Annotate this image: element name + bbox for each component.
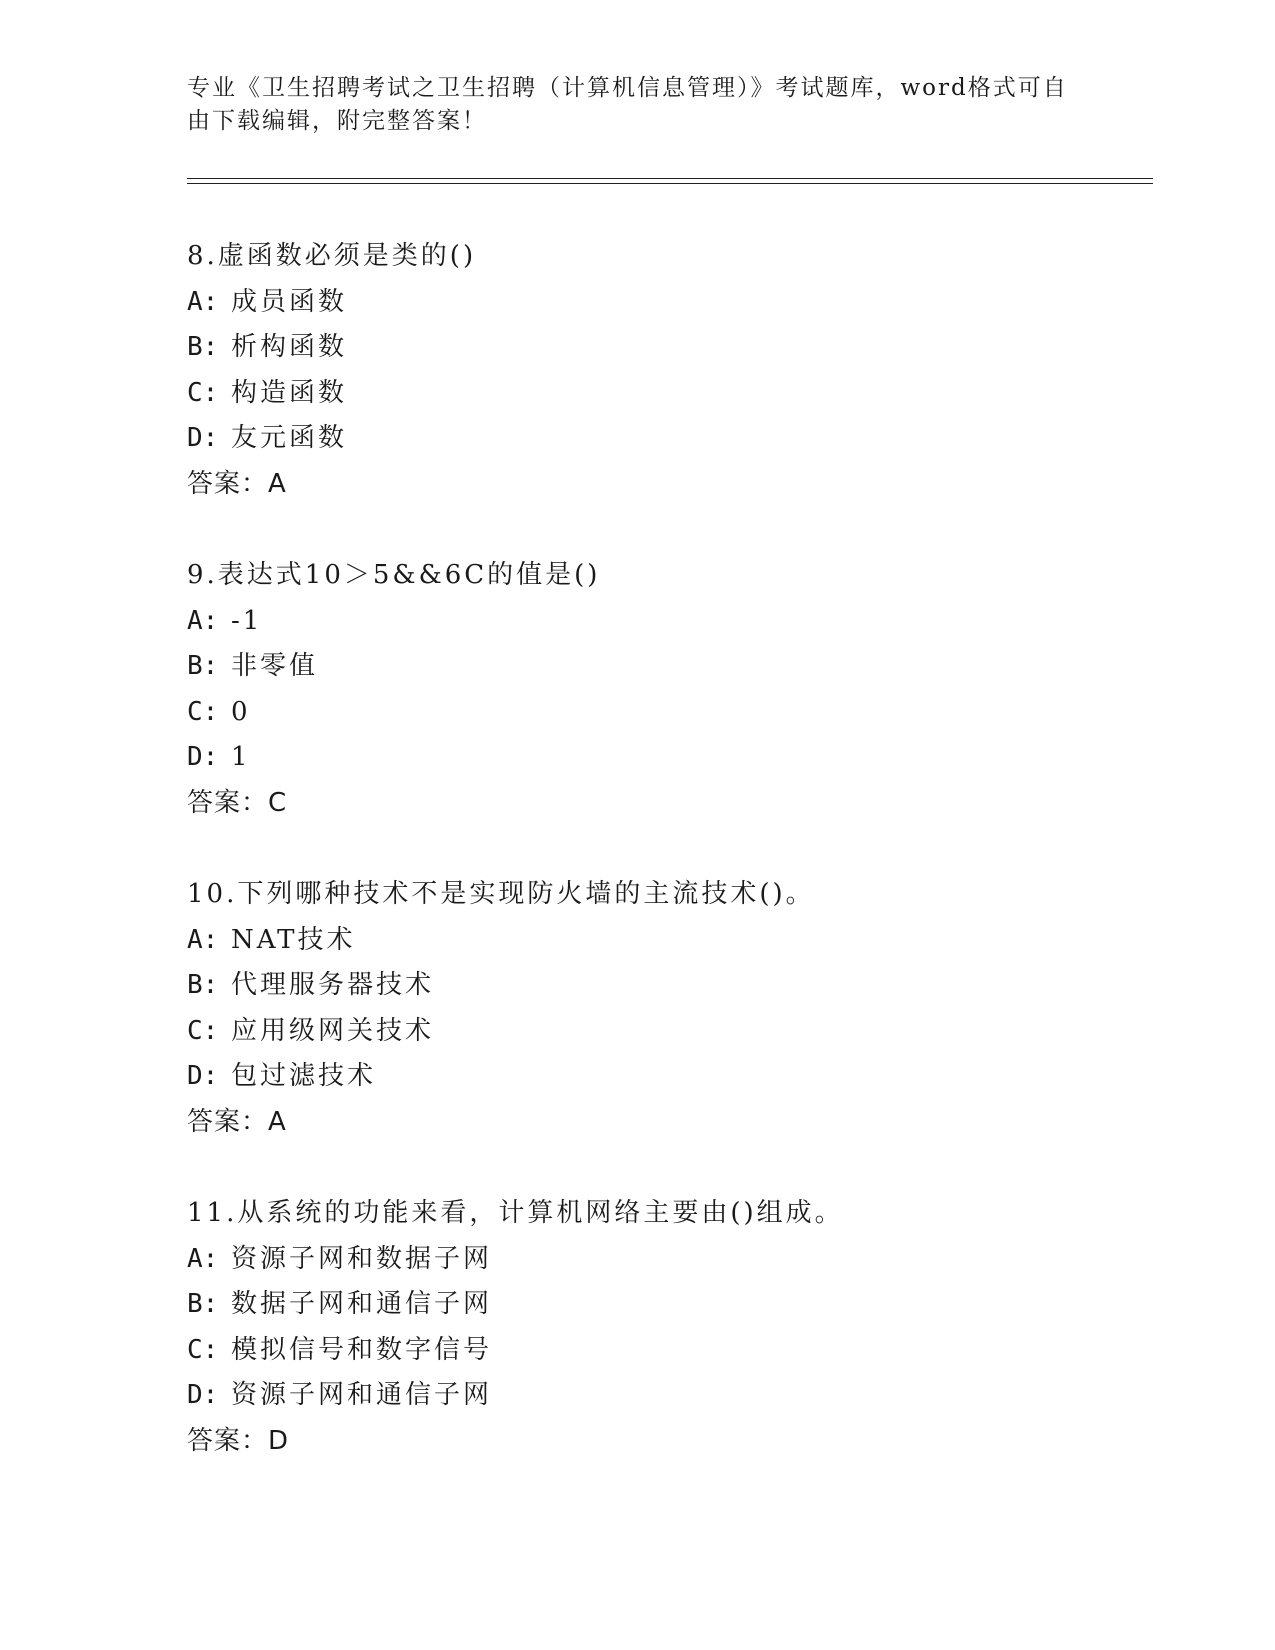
option-letter: D: xyxy=(187,1061,219,1092)
question-stem: 11.从系统的功能来看，计算机网络主要由()组成。 xyxy=(187,1198,844,1228)
option-a xyxy=(187,280,1087,326)
option-letter: B: xyxy=(187,332,219,363)
option-letter: A: xyxy=(187,1243,219,1274)
question-stem: 10.下列哪种技术不是实现防火墙的主流技术()。 xyxy=(187,879,815,909)
header-line-1: 专业《卫生招聘考试之卫生招聘（计算机信息管理）》考试题库，word格式可自 xyxy=(187,75,1068,101)
option-letter: C: xyxy=(187,696,219,727)
question-block-8 xyxy=(187,234,1087,508)
option-text: 成员函数 xyxy=(231,286,348,317)
option-a xyxy=(187,918,1087,964)
option-b xyxy=(187,1282,1087,1328)
option-text: -1 xyxy=(231,605,263,636)
option-b xyxy=(187,963,1087,1009)
option-text: 模拟信号和数字信号 xyxy=(231,1334,493,1365)
option-text: 包过滤技术 xyxy=(231,1061,377,1092)
option-letter: A: xyxy=(187,605,219,636)
option-c xyxy=(187,690,1087,736)
option-c xyxy=(187,1328,1087,1374)
option-text: 析构函数 xyxy=(231,332,348,363)
question-block-11 xyxy=(187,1191,1087,1465)
option-text: 0 xyxy=(231,696,251,727)
option-text: 资源子网和通信子网 xyxy=(231,1380,493,1411)
header-divider-bottom xyxy=(187,183,1153,184)
option-text: 资源子网和数据子网 xyxy=(231,1243,493,1274)
answer-line: 答案：C xyxy=(187,787,288,818)
answer-line: 答案：A xyxy=(187,1106,287,1137)
option-letter: B: xyxy=(187,1289,219,1320)
option-d xyxy=(187,1373,1087,1419)
option-letter: B: xyxy=(187,970,219,1001)
option-letter: C: xyxy=(187,1015,219,1046)
option-d xyxy=(187,416,1087,462)
question-stem: 9.表达式10＞5&&6C的值是() xyxy=(187,560,601,590)
option-b xyxy=(187,325,1087,371)
option-letter: D: xyxy=(187,1380,219,1411)
question-block-9 xyxy=(187,553,1087,827)
option-text: 友元函数 xyxy=(231,423,348,454)
header-divider-top xyxy=(187,178,1153,179)
answer-line: 答案：A xyxy=(187,468,287,499)
option-letter: A: xyxy=(187,924,219,955)
option-letter: B: xyxy=(187,651,219,682)
option-text: 非零值 xyxy=(231,651,319,682)
option-letter: A: xyxy=(187,286,219,317)
question-stem: 8.虚函数必须是类的() xyxy=(187,241,477,271)
option-c xyxy=(187,1009,1087,1055)
question-block-10 xyxy=(187,872,1087,1146)
header-line-2: 由下载编辑，附完整答案！ xyxy=(187,108,487,134)
option-c xyxy=(187,371,1087,417)
option-a xyxy=(187,599,1087,645)
option-letter: D: xyxy=(187,742,219,773)
option-b xyxy=(187,644,1087,690)
option-d xyxy=(187,1054,1087,1100)
document-header xyxy=(187,72,1067,138)
option-letter: C: xyxy=(187,377,219,408)
option-letter: D: xyxy=(187,423,219,454)
option-a xyxy=(187,1237,1087,1283)
answer-line: 答案：D xyxy=(187,1425,290,1456)
option-text: 应用级网关技术 xyxy=(231,1015,435,1046)
option-text: 1 xyxy=(231,742,251,773)
option-text: 代理服务器技术 xyxy=(231,970,435,1001)
option-letter: C: xyxy=(187,1334,219,1365)
option-d xyxy=(187,735,1087,781)
option-text: 数据子网和通信子网 xyxy=(231,1289,493,1320)
option-text: NAT技术 xyxy=(231,924,356,955)
option-text: 构造函数 xyxy=(231,377,348,408)
